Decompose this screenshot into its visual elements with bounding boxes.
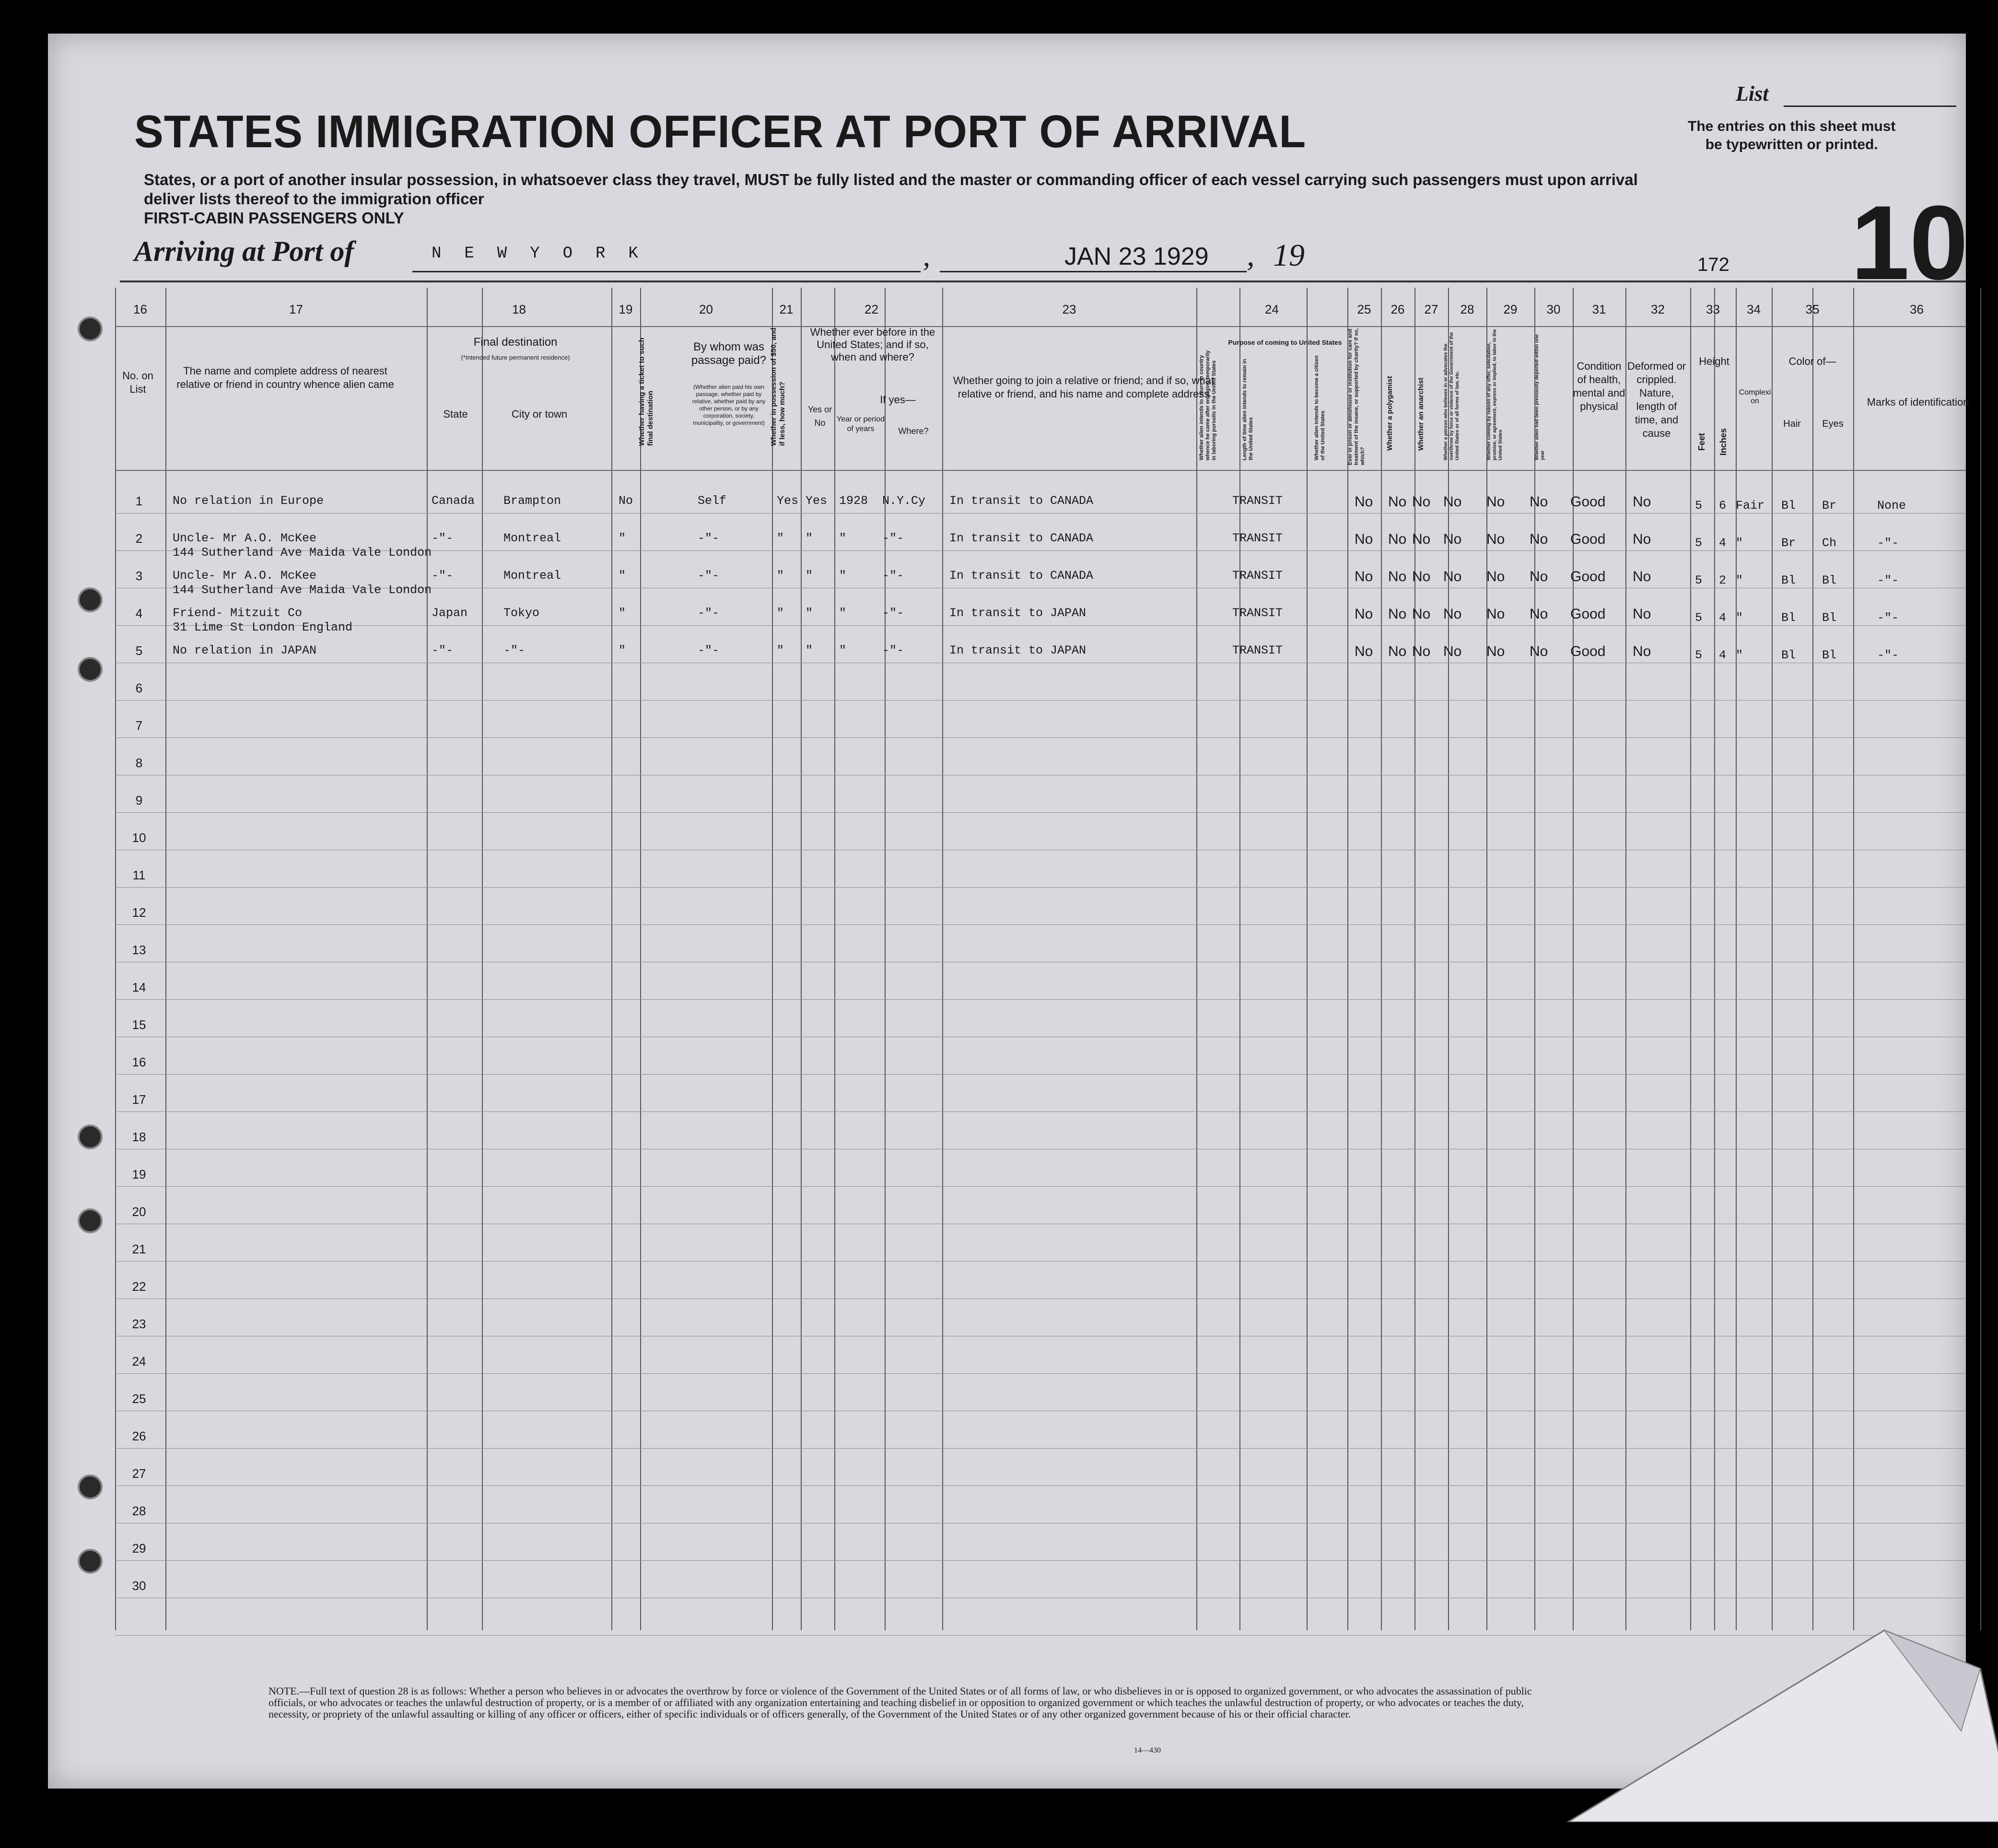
cell-q30: No xyxy=(1530,643,1548,659)
cell-q27: No xyxy=(1412,643,1431,659)
header-purpose-return: Whether alien intends to return to country whence he came after engaging temporarily in laboring pursuits in the United States xyxy=(1199,350,1217,460)
header-final-destination-note: (*Intended future permanent residence) xyxy=(461,354,570,361)
cell-paid: -"- xyxy=(698,569,720,583)
cell-q28: No xyxy=(1443,569,1462,585)
column-rule xyxy=(1486,288,1487,1630)
cell-complexion: Fair xyxy=(1736,499,1765,513)
row-number: 15 xyxy=(132,1018,146,1032)
column-rule xyxy=(1772,288,1773,1630)
cell-city: Montreal xyxy=(503,531,561,545)
binding-hole xyxy=(78,1549,103,1574)
column-number: 31 xyxy=(1592,302,1606,316)
column-rule xyxy=(1812,288,1813,1630)
cell-q28: No xyxy=(1443,494,1462,510)
cell-q29: No xyxy=(1486,531,1505,547)
footer-note: NOTE.—Full text of question 28 is as follows: Whether a person who believes in or advocates the overthrow by force or violence of the Government of the United States or of all forms of law, or who disbelieves in or is opposed to organized government, or who advocates the assassination of public officials, or who advocates or teaches the unlawful destruction of property, or is a member of or affiliated with any organization entertaining and teaching disbelief in or opposition to organized government or which teaches the unlawful destruction of property, or who advocates or teaches the duty, necessity, or propriety of the unlawful assaulting or killing of any officer or officers, either of specific individuals or of officers generally, of the Government of the United States or of any other organized government because of his or their official character. xyxy=(269,1685,1532,1720)
column-rule xyxy=(1690,288,1691,1630)
cell-inches: 4 xyxy=(1719,611,1727,625)
cell-complexion: " xyxy=(1736,536,1743,550)
header-rule xyxy=(115,470,1966,471)
cell-q29: No xyxy=(1486,643,1505,659)
cell-q29: No xyxy=(1486,606,1505,622)
cell-feet: 5 xyxy=(1695,573,1703,587)
cell-money: " xyxy=(777,531,784,545)
list-label: List xyxy=(1736,82,1769,105)
year-prefix: 19 xyxy=(1273,238,1305,273)
intro-paragraph: States, or a port of another insular possession, in whatsoever class they travel, MUST be fully listed and the master or commanding officer of each vessel carrying such passengers must upon arrival deliver lists thereof to the immigration officer xyxy=(144,171,1638,208)
header-height: Height xyxy=(1699,355,1729,367)
row-number: 19 xyxy=(132,1167,146,1181)
cell-length: TRANSIT xyxy=(1232,494,1283,508)
row-number: 3 xyxy=(135,569,143,583)
cell-relative: No relation in JAPAN xyxy=(173,643,317,657)
cell-joining: In transit to JAPAN xyxy=(949,643,1087,657)
header-feet: Feet xyxy=(1697,433,1706,451)
column-rule xyxy=(640,288,641,1630)
cell-money: " xyxy=(777,643,784,657)
cell-health: Good xyxy=(1570,569,1606,585)
column-number: 36 xyxy=(1910,302,1924,316)
row-rule xyxy=(115,737,1966,738)
cell-paid: -"- xyxy=(698,643,720,657)
column-rule xyxy=(1414,288,1415,1630)
page-title: STATES IMMIGRATION OFFICER AT PORT OF ARRIVAL xyxy=(134,106,1307,157)
column-number: 22 xyxy=(865,302,878,316)
cell-feet: 5 xyxy=(1695,499,1703,513)
column-number: 17 xyxy=(289,302,303,316)
column-rule xyxy=(834,288,835,1630)
column-rule xyxy=(1980,288,1981,1630)
cell-inches: 6 xyxy=(1719,499,1727,513)
cell-q27: No xyxy=(1412,569,1431,585)
header-inches: Inches xyxy=(1718,428,1728,456)
column-number: 21 xyxy=(779,302,794,316)
cell-q28: No xyxy=(1443,531,1462,547)
page-reference: 172 xyxy=(1697,254,1729,275)
row-rule xyxy=(115,812,1966,813)
cell-year: " xyxy=(839,643,847,657)
cell-q25: No xyxy=(1355,531,1373,547)
header-state: State xyxy=(443,408,468,420)
row-number: 16 xyxy=(132,1055,146,1069)
row-rule xyxy=(115,700,1966,701)
cell-before: " xyxy=(806,531,813,545)
header-final-destination: Final destination xyxy=(473,336,558,349)
cell-eyes: Br xyxy=(1822,499,1837,513)
row-number: 14 xyxy=(132,980,146,994)
column-rule xyxy=(885,288,886,1630)
column-number: 20 xyxy=(699,302,713,316)
header-deformed: Deformed or crippled. Nature, length of time, and cause xyxy=(1627,360,1686,439)
cell-paid: -"- xyxy=(698,606,720,620)
header-money: Whether in possession of $50, and if less, how much? xyxy=(770,327,786,446)
binding-hole xyxy=(78,1124,103,1149)
cell-length: TRANSIT xyxy=(1232,569,1283,583)
binding-hole xyxy=(78,587,103,612)
column-number: 32 xyxy=(1651,302,1665,316)
row-number: 22 xyxy=(132,1279,146,1294)
row-number: 24 xyxy=(132,1354,146,1368)
cell-paid: -"- xyxy=(698,531,720,545)
cell-money: Yes xyxy=(777,494,799,508)
header-question-28: Whether a person who believes in or advocates the overthrow by force or violence of the Government of the United States or of all forms of law, etc. xyxy=(1443,332,1460,460)
cell-hair: Bl xyxy=(1781,648,1796,662)
row-rule xyxy=(115,1186,1966,1187)
cell-q28: No xyxy=(1443,606,1462,622)
cell-year: " xyxy=(839,606,847,620)
cell-inches: 4 xyxy=(1719,648,1727,662)
row-number: 12 xyxy=(132,905,146,920)
cell-where: -"- xyxy=(882,643,904,657)
column-rule xyxy=(1381,288,1382,1630)
cell-marks: -"- xyxy=(1877,611,1899,625)
column-number: 25 xyxy=(1357,302,1371,316)
header-where: Where? xyxy=(898,426,929,436)
header-anarchist: Whether an anarchist xyxy=(1417,377,1425,451)
typewritten-note xyxy=(1688,117,1895,154)
typewritten-note-line-2: be typewritten or printed. xyxy=(1705,137,1878,152)
cell-q26: No xyxy=(1388,531,1407,547)
cell-relative: No relation in Europe xyxy=(173,494,324,508)
column-rule xyxy=(1347,288,1348,1630)
header-passage-paid-note: (Whether alien paid his own passage, whether paid by relative, whether paid by any other person, or by any corporation, society, municipality, or government) xyxy=(692,384,766,426)
year-comma: , xyxy=(1247,238,1255,273)
row-number: 4 xyxy=(135,606,143,620)
port-line xyxy=(412,271,921,272)
cell-where: -"- xyxy=(882,606,904,620)
row-number: 21 xyxy=(132,1242,146,1256)
cell-joining: In transit to JAPAN xyxy=(949,606,1087,620)
cell-q30: No xyxy=(1530,569,1548,585)
cell-health: Good xyxy=(1570,606,1606,622)
binding-hole xyxy=(78,1474,103,1499)
header-marks: Marks of identification xyxy=(1867,396,1969,408)
column-rule xyxy=(1196,288,1197,1630)
row-number: 23 xyxy=(132,1317,146,1331)
row-number: 25 xyxy=(132,1392,146,1406)
cell-q29: No xyxy=(1486,569,1505,585)
column-rule xyxy=(115,288,116,1630)
cell-joining: In transit to CANADA xyxy=(949,569,1094,583)
cell-marks: None xyxy=(1877,499,1906,513)
cell-length: TRANSIT xyxy=(1232,606,1283,620)
row-number: 26 xyxy=(132,1429,146,1443)
cell-eyes: Bl xyxy=(1822,611,1837,625)
cell-year: " xyxy=(839,569,847,583)
cell-inches: 4 xyxy=(1719,536,1727,550)
row-number: 5 xyxy=(135,643,143,658)
row-number: 8 xyxy=(135,756,143,770)
manifest-sheet xyxy=(48,34,1969,1789)
cell-feet: 5 xyxy=(1695,611,1703,625)
header-no-on-list: No. on List xyxy=(122,370,153,395)
column-number: 33 xyxy=(1706,302,1720,316)
cell-hair: Br xyxy=(1781,536,1796,550)
cell-q26: No xyxy=(1388,494,1407,510)
cell-hair: Bl xyxy=(1781,573,1796,587)
cell-marks: -"- xyxy=(1877,536,1899,550)
cell-health: Good xyxy=(1570,531,1606,547)
cell-ticket: " xyxy=(619,606,626,620)
column-rule xyxy=(1736,288,1737,1630)
cell-length: TRANSIT xyxy=(1232,643,1283,657)
row-number: 1 xyxy=(135,494,143,508)
cell-q30: No xyxy=(1530,606,1548,622)
column-rule xyxy=(942,288,943,1630)
column-number: 30 xyxy=(1546,302,1561,316)
cell-before: " xyxy=(806,643,813,657)
intro-text xyxy=(144,170,1678,228)
column-rule xyxy=(1448,288,1449,1630)
row-number: 28 xyxy=(132,1504,146,1518)
cell-q25: No xyxy=(1355,569,1373,585)
list-line xyxy=(1784,105,1956,107)
header-question-29: Whether coming by reason of any offer, solicitation, promise, or agreement, express or implied, to labor in the United States xyxy=(1486,329,1503,460)
cell-feet: 5 xyxy=(1695,536,1703,550)
header-city: City or town xyxy=(511,408,568,420)
row-number: 9 xyxy=(135,793,143,807)
cell-complexion: " xyxy=(1736,648,1743,662)
cell-before: " xyxy=(806,569,813,583)
row-rule xyxy=(115,513,1966,514)
cell-relative-address: 144 Sutherland Ave Maida Vale London xyxy=(173,546,432,560)
torn-page-corner xyxy=(1549,1611,1998,1822)
column-rule xyxy=(427,288,428,1630)
cell-relative-address: 31 Lime St London England xyxy=(173,620,353,634)
cell-city: Montreal xyxy=(503,569,561,583)
cell-deformed: No xyxy=(1633,531,1651,547)
column-rule xyxy=(1853,288,1854,1630)
row-number: 13 xyxy=(132,943,146,957)
binding-hole xyxy=(78,316,103,341)
header-purpose-citizen: Whether alien intends to become a citizen of the United States xyxy=(1314,355,1326,460)
column-number: 16 xyxy=(133,302,147,316)
row-number: 18 xyxy=(132,1130,146,1144)
cell-deformed: No xyxy=(1633,643,1651,659)
row-number: 7 xyxy=(135,718,143,733)
header-color-of: Color of— xyxy=(1788,355,1836,367)
form-code: 14—430 xyxy=(1134,1746,1161,1754)
cell-relative: Friend- Mitzuit Co xyxy=(173,606,303,620)
cell-state: -"- xyxy=(432,569,454,583)
row-rule xyxy=(115,1373,1966,1374)
column-number: 35 xyxy=(1805,302,1820,316)
cell-state: -"- xyxy=(432,531,454,545)
column-number: 29 xyxy=(1503,302,1518,316)
row-rule xyxy=(115,1448,1966,1449)
cell-marks: -"- xyxy=(1877,648,1899,662)
row-rule xyxy=(115,924,1966,925)
cell-year: " xyxy=(839,531,847,545)
row-number: 11 xyxy=(132,868,146,882)
cell-q27: No xyxy=(1412,606,1431,622)
port-value: NEWYORK xyxy=(432,245,661,263)
cell-eyes: Bl xyxy=(1822,648,1837,662)
cell-city: -"- xyxy=(503,643,526,657)
cell-before: " xyxy=(806,606,813,620)
column-rule xyxy=(1307,288,1308,1630)
sheet-number: 10 xyxy=(1851,184,1968,302)
cell-ticket: " xyxy=(619,643,626,657)
cell-eyes: Ch xyxy=(1822,536,1837,550)
cell-hair: Bl xyxy=(1781,499,1796,513)
cell-q26: No xyxy=(1388,569,1407,585)
cell-money: " xyxy=(777,569,784,583)
cell-q27: No xyxy=(1412,494,1431,510)
row-number: 17 xyxy=(132,1092,146,1107)
cell-where: N.Y.Cy xyxy=(882,494,926,508)
cell-q30: No xyxy=(1530,531,1548,547)
cell-q28: No xyxy=(1443,643,1462,659)
cell-ticket: " xyxy=(619,531,626,545)
column-number: 23 xyxy=(1062,302,1076,316)
header-purpose-length: Length of time alien intends to remain in the United States xyxy=(1242,359,1254,460)
cell-relative: Uncle- Mr A.O. McKee xyxy=(173,569,317,583)
column-number: 28 xyxy=(1460,302,1474,316)
cell-health: Good xyxy=(1570,643,1606,659)
column-rule xyxy=(1239,288,1240,1630)
column-number: 26 xyxy=(1390,302,1405,316)
header-before-us: Whether ever before in the United States; and if so, when and where? xyxy=(810,326,935,363)
column-rule xyxy=(801,288,802,1630)
column-rule xyxy=(1714,288,1715,1630)
column-rule xyxy=(165,288,166,1630)
cell-city: Brampton xyxy=(503,494,561,508)
date-line xyxy=(940,271,1247,272)
cell-q25: No xyxy=(1355,643,1373,659)
column-number: 34 xyxy=(1747,302,1761,316)
cell-hair: Bl xyxy=(1781,611,1796,625)
row-rule xyxy=(115,1485,1966,1486)
header-prison: Ever in prison or almshouse or institution for care and treatment of the insane, or supported by charity? If so, which? xyxy=(1347,328,1366,465)
binding-hole xyxy=(78,1208,103,1233)
header-question-30: Whether alien had been previously deported within one year xyxy=(1534,334,1545,460)
header-ticket: Whether having a ticket to such final destination xyxy=(638,338,654,446)
cell-joining: In transit to CANADA xyxy=(949,531,1094,545)
row-rule xyxy=(115,999,1966,1000)
row-number: 10 xyxy=(132,830,146,845)
cell-q27: No xyxy=(1412,531,1431,547)
cell-deformed: No xyxy=(1633,494,1651,510)
column-rule xyxy=(1534,288,1535,1630)
header-year-period: Year or period of years xyxy=(837,415,885,433)
row-number: 20 xyxy=(132,1205,146,1219)
cell-before: Yes xyxy=(806,494,828,508)
row-rule xyxy=(115,1560,1966,1561)
header-joining: Whether going to join a relative or friend; and if so, what relative or friend, and his name and complete address xyxy=(953,374,1215,400)
cell-city: Tokyo xyxy=(503,606,540,620)
cell-relative-address: 144 Sutherland Ave Maida Vale London xyxy=(173,583,432,597)
header-rule xyxy=(120,281,1966,282)
row-rule xyxy=(115,1261,1966,1262)
cell-marks: -"- xyxy=(1877,573,1899,587)
column-rule xyxy=(611,288,612,1630)
cell-where: -"- xyxy=(882,569,904,583)
cell-length: TRANSIT xyxy=(1232,531,1283,545)
arriving-label: Arriving at Port of xyxy=(134,235,354,267)
cell-q25: No xyxy=(1355,494,1373,510)
separator-comma: , xyxy=(923,240,930,272)
cell-deformed: No xyxy=(1633,606,1651,622)
cell-health: Good xyxy=(1570,494,1606,510)
cell-paid: Self xyxy=(698,494,727,508)
row-rule xyxy=(115,1111,1966,1112)
cell-state: -"- xyxy=(432,643,454,657)
typewritten-note-line-1: The entries on this sheet must xyxy=(1688,118,1896,134)
class-label: FIRST-CABIN PASSENGERS ONLY xyxy=(144,209,404,227)
row-number: 27 xyxy=(132,1466,146,1481)
cell-inches: 2 xyxy=(1719,573,1727,587)
cell-money: " xyxy=(777,606,784,620)
cell-q29: No xyxy=(1486,494,1505,510)
cell-q30: No xyxy=(1530,494,1548,510)
row-rule xyxy=(115,887,1966,888)
row-number: 29 xyxy=(132,1541,146,1556)
row-rule xyxy=(115,1074,1966,1075)
cell-where: -"- xyxy=(882,531,904,545)
column-number: 27 xyxy=(1424,302,1438,316)
header-eyes: Eyes xyxy=(1822,419,1844,429)
arrival-date: JAN 23 1929 xyxy=(1064,243,1209,270)
column-rule xyxy=(1573,288,1574,1630)
column-rule xyxy=(1625,288,1626,1630)
header-hair: Hair xyxy=(1783,419,1801,429)
cell-ticket: No xyxy=(619,494,633,508)
row-number: 6 xyxy=(135,681,143,695)
column-number: 24 xyxy=(1265,302,1279,316)
cell-q26: No xyxy=(1388,643,1407,659)
row-number: 2 xyxy=(135,531,143,546)
row-number: 30 xyxy=(132,1579,146,1593)
header-purpose: Purpose of coming to United States xyxy=(1228,339,1342,346)
header-passage-paid: By whom was passage paid? xyxy=(691,340,767,367)
cell-deformed: No xyxy=(1633,569,1651,585)
header-polygamist: Whether a polygamist xyxy=(1386,376,1394,451)
cell-eyes: Bl xyxy=(1822,573,1837,587)
cell-ticket: " xyxy=(619,569,626,583)
cell-q25: No xyxy=(1355,606,1373,622)
cell-feet: 5 xyxy=(1695,648,1703,662)
header-relative: The name and complete address of nearest relative or friend in country whence alien came xyxy=(176,365,394,390)
cell-joining: In transit to CANADA xyxy=(949,494,1094,508)
cell-relative: Uncle- Mr A.O. McKee xyxy=(173,531,317,545)
cell-q26: No xyxy=(1388,606,1407,622)
header-if-yes: If yes— xyxy=(880,394,916,406)
column-number: 19 xyxy=(619,302,633,316)
binding-hole xyxy=(78,657,103,682)
manifest-table xyxy=(115,288,1969,1630)
header-health: Condition of health, mental and physical xyxy=(1573,360,1625,412)
cell-complexion: " xyxy=(1736,611,1743,625)
header-complexion: Complexion xyxy=(1739,388,1771,405)
column-number: 18 xyxy=(512,302,526,316)
header-yes-no: Yes or No xyxy=(807,405,832,428)
header-rule xyxy=(115,326,1966,327)
row-rule xyxy=(115,1298,1966,1299)
cell-state: Japan xyxy=(432,606,468,620)
column-rule xyxy=(482,288,483,1630)
column-rule xyxy=(772,288,773,1630)
row-rule xyxy=(115,625,1966,626)
cell-complexion: " xyxy=(1736,573,1743,587)
cell-year: 1928 xyxy=(839,494,868,508)
cell-state: Canada xyxy=(432,494,475,508)
